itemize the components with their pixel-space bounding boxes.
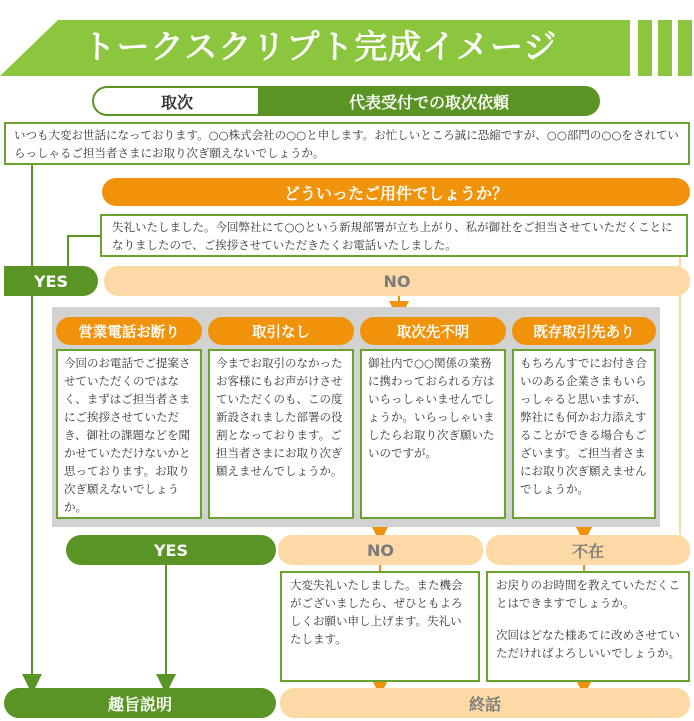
category-text-refusal: 今回のお電話でご提案させていただくのではなく、まずはご担当者さまにご挨拶させていただき、御社の課題などを聞かせていただけないかと思っております。お取り次ぎ願えないでしょうか。: [56, 349, 202, 519]
category-text-existing: もちろんすでにお付き合いのある企業さまもいらっしゃると思いますが、弊社にも何かお力添えすることができる場合もございます。ご担当者さまにお取り次ぎ願えませんでしょうか。: [512, 349, 656, 519]
category-header-no-deal: 取引なし: [208, 317, 354, 345]
category-text-no-deal: 今までお取引のなかったお客様にもお声がけさせていただくのも、この度新設されました部署の役割となっております。ご担当者さまにお取り次ぎ願えませんでしょうか。: [208, 349, 354, 519]
page-title: トークスクリプト完成イメージ: [82, 26, 558, 66]
explain-script: 失礼いたしました。今回弊社にて○○という新規部署が立ち上がり、私が御社をご担当させていただくことになりましたので、ご挨拶させていただきたくお電話いたしました。: [100, 214, 688, 257]
category-header-refusal: 営業電話お断り: [56, 317, 202, 345]
tab-torituki: 取次: [92, 86, 260, 116]
question-header: どういったご用件でしょうか？: [102, 178, 690, 206]
absent-script: [486, 571, 690, 682]
intro-script: いつも大変お世話になっております。○○株式会社の○○と申します。お忙しいところ誠に恐縮ですが、○○部門の○○をされていらっしゃるご担当者さまにお取り次ぎ願えないでしょうか。: [4, 122, 690, 165]
branch1-no: NO: [104, 266, 690, 296]
end-call-step: 終話: [280, 688, 690, 718]
category-header-unknown: 取次先不明: [360, 317, 506, 345]
branch2-absent: 不在: [486, 535, 690, 565]
branch1-yes: YES: [4, 266, 98, 296]
no-script: 大変失礼いたしました。また機会がございましたら、ぜひともよろしくお願い申し上げます。失礼いたします。: [280, 571, 480, 682]
absent-script-line-2: 次回はどなた様あてに改めさせていただければよろしいいでしょうか。: [496, 628, 680, 660]
summary-step: 趣旨説明: [4, 688, 276, 718]
category-header-existing: 既存取引先あり: [512, 317, 656, 345]
branch2-no: NO: [278, 535, 483, 565]
absent-script-line-1: お戻りのお時間を教えていただくことはできますでしょうか。: [496, 578, 680, 610]
category-text-unknown: 御社内で○○関係の業務に携わっておられる方はいらっしゃいませんでしょうか。いらっしゃいましたらお取り次ぎ願いたいのですが。: [360, 349, 506, 519]
branch2-yes: YES: [66, 535, 276, 565]
tab-reception-request: 代表受付での取次依頼: [258, 86, 600, 116]
